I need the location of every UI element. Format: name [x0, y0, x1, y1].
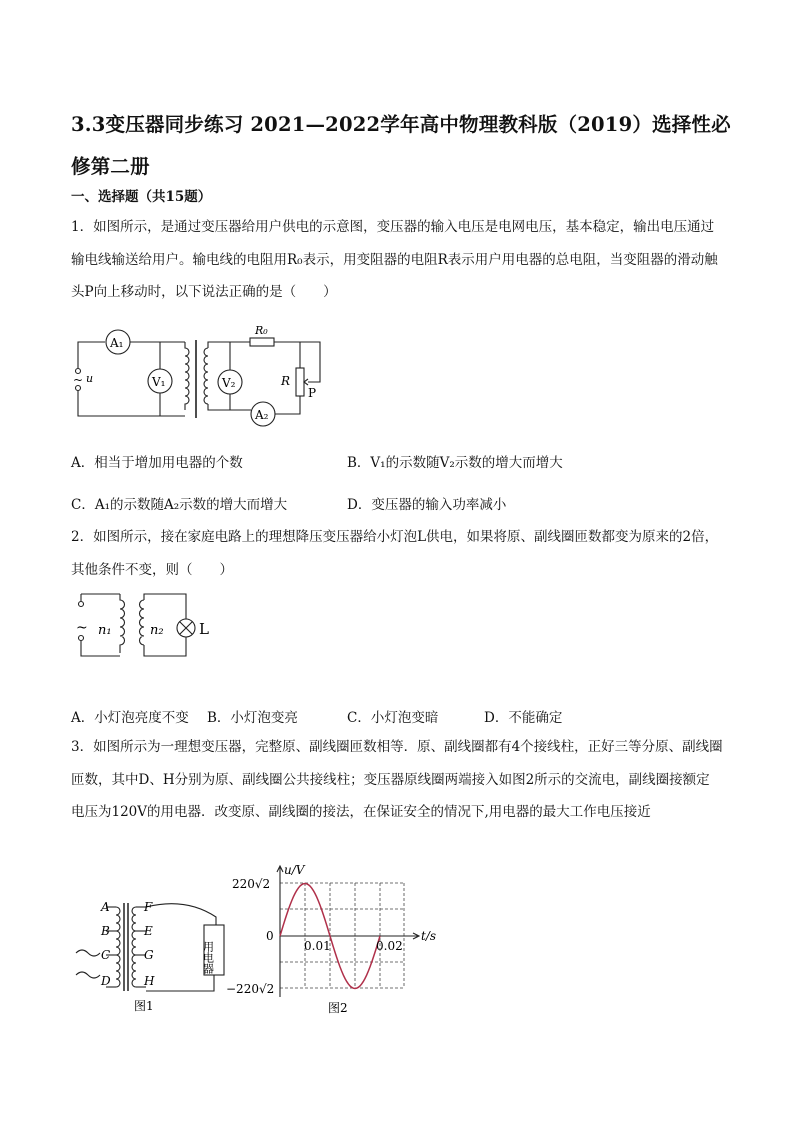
- lamp-l-label: L: [199, 620, 209, 638]
- voltage-u-label: u: [86, 372, 94, 385]
- question-3-text: 3．如图所示为一理想变压器，完整原、副线圈匝数相等．原、副线圈都有4个接线柱，正好三等分原、副线圈匝数，其中D、H分别为原、副线圈公共接线柱；变压器原线圈两端接入如图2所示的交流电，副线圈接额定电压为120V的用电器．改变原、副线圈的接法，在保证安全的情况下,用电器的最大工作电压接近: [71, 739, 723, 820]
- y-axis-label: u/V: [284, 863, 305, 877]
- terminal-g-label: G: [144, 948, 154, 962]
- figure-1-caption: 图1: [134, 999, 154, 1013]
- ac-source-icon: ~: [76, 620, 88, 636]
- x-tick-0.02: 0.02: [376, 939, 403, 953]
- voltmeter-v1-label: V₁: [152, 375, 166, 389]
- terminal-e-label: E: [144, 924, 153, 938]
- y-min-label: −220√2: [226, 982, 275, 996]
- voltmeter-v2-label: V₂: [222, 376, 236, 390]
- terminal-a-label: A: [101, 900, 110, 914]
- figure-2-caption: 图2: [328, 1001, 348, 1015]
- page-title: 3.3变压器同步练习 2021—2022学年高中物理教科版（2019）选择性必修第二册: [71, 113, 731, 178]
- primary-turns-n1-label: n₁: [98, 623, 112, 638]
- x-tick-0.01: 0.01: [304, 939, 331, 953]
- q1-option-c: C．A₁的示数随A₂示数的增大而增大: [71, 497, 288, 513]
- question-3-figure-2-chart: [226, 862, 446, 1017]
- ammeter-a1-label: A₁: [110, 336, 124, 350]
- ammeter-a2-label: A₂: [255, 408, 269, 422]
- origin-label: 0: [266, 929, 274, 943]
- terminal-c-label: C: [101, 948, 111, 962]
- q2-option-b: B．小灯泡变亮: [207, 710, 298, 726]
- terminal-b-label: B: [101, 924, 110, 938]
- question-2-transformer-figure: [68, 588, 228, 663]
- y-max-label: 220√2: [232, 877, 271, 891]
- ac-source-icon: ~: [73, 373, 84, 387]
- q1-option-a: A．相当于增加用电器的个数: [71, 455, 243, 471]
- q2-option-d: D．不能确定: [484, 710, 563, 726]
- q1-option-b: B．V₁的示数随V₂示数的增大而增大: [347, 455, 563, 471]
- secondary-turns-n2-label: n₂: [150, 623, 164, 638]
- question-1-circuit-figure: [68, 318, 338, 433]
- terminal-f-label: F: [144, 900, 153, 914]
- question-1-text: 1．如图所示，是通过变压器给用户供电的示意图，变压器的输入电压是电网电压，基本稳定，输出电压通过输电线输送给用户。输电线的电阻用R₀表示，用变阻器的电阻R表示用户用电器的总电阻，当变阻器的滑动触头P向上移动时，以下说法正确的是（ ）: [71, 219, 718, 300]
- resistor-r0-label: R₀: [255, 324, 268, 337]
- q1-option-d: D．变压器的输入功率减小: [347, 497, 507, 513]
- x-axis-label: t/s: [421, 929, 437, 943]
- device-label: 用电器: [201, 941, 215, 974]
- question-2-text: 2．如图所示，接在家庭电路上的理想降压变压器给小灯泡L供电，如果将原、副线圈匝数都变为原来的2倍，其他条件不变，则（ ）: [71, 529, 719, 578]
- slider-p-label: P: [308, 386, 317, 400]
- q2-option-a: A．小灯泡亮度不变: [71, 710, 189, 726]
- terminal-d-label: D: [101, 974, 111, 988]
- resistor-r-label: R: [281, 374, 291, 388]
- question-3-figure-1: [66, 895, 236, 1020]
- section-heading: 一、选择题（共15题）: [71, 189, 212, 205]
- terminal-h-label: H: [144, 974, 155, 988]
- q2-option-c: C．小灯泡变暗: [347, 710, 439, 726]
